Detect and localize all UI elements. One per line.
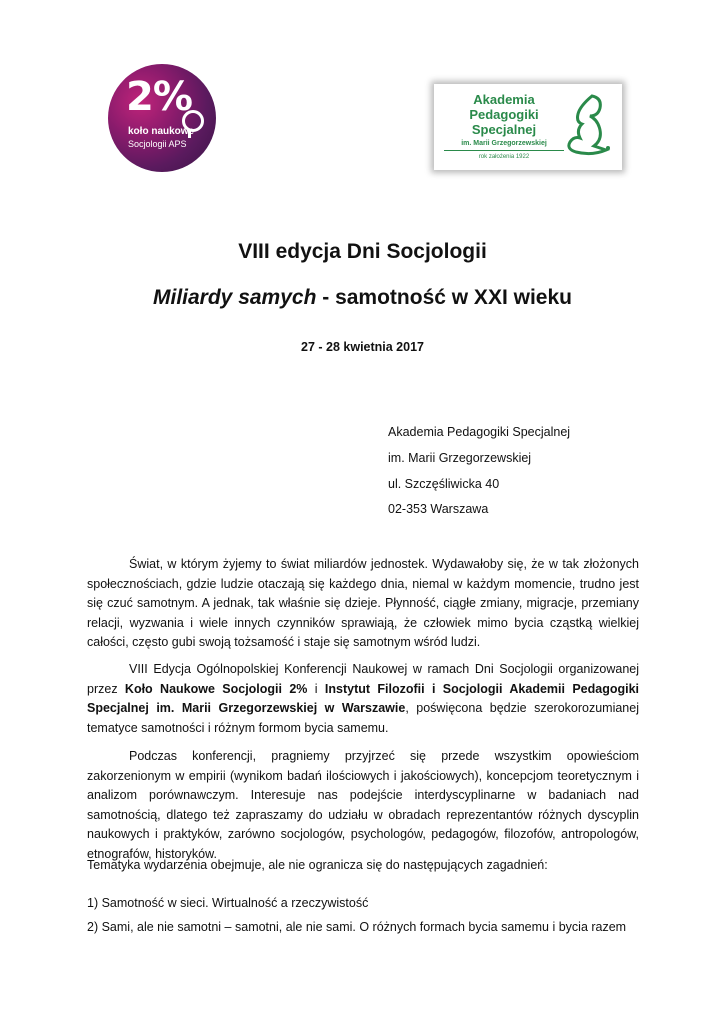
- event-subtitle: [0, 286, 725, 310]
- logo-line2: Socjologii APS: [128, 139, 187, 149]
- event-title: VIII edycja Dni Socjologii: [238, 240, 487, 263]
- aps-logo-line5: rok założenia 1922: [478, 154, 530, 160]
- logo-percent-text: 2%: [126, 74, 192, 120]
- logo-line1: koło naukowe: [128, 126, 195, 137]
- subtitle-rest: - samotność w XXI wieku: [316, 286, 572, 309]
- kolo-naukowe-logo: [108, 64, 216, 172]
- aps-figure-icon: [562, 90, 616, 162]
- aps-logo-divider: [444, 150, 564, 151]
- paragraph-intro: Świat, w którym żyjemy to świat miliardów jednostek. Wydawałoby się, że w tak złożonych społecznościach, gdzie ludzie otaczają się każdego dnia, niemal w każdym momencie, trudno jest się czuć samotnym. A jednak, tak właśnie się dzieje. Płynność, ciągłe zmiany, migracje, przemiany relacji, wyzwania i wiele innych czynników sprawiają, że człowiek mimo bycia cząstką wielkiej całości, często gubi swoją tożsamość i staje się samotnym wśród ludzi.: [87, 557, 639, 649]
- p2-text-a: VIII Edycja Ogólnopolskiej Konferencji Naukowej w ramach Dni Socjologii organizowanej przez: [87, 662, 639, 696]
- p2-text-c: i: [307, 681, 325, 696]
- aps-logo-line2: Pedagogiki: [469, 107, 539, 122]
- paragraph-scope: Podczas konferencji, pragniemy przyjrzeć się przede wszystkim opowieściom zakorzenionym w empirii (wynikom badań ilościowych i jakościowych), koncepcjom teoretycznym i analizom porównawczym. Interesuje nas podejście interdyscyplinarne w badaniach nad samotnością, dlatego też zapraszamy do udziału w obradach reprezentantów różnych dyscyplin naukowych i praktyków, zarówno socjologów, psychologów, pedagogów, filozofów, antropologów, etnografów, historyków.: [87, 749, 639, 861]
- address-line-4: 02-353 Warszawa: [388, 502, 489, 516]
- topics-intro: Tematyka wydarzenia obejmuje, ale nie ogranicza się do następujących zagadnień:: [87, 858, 548, 872]
- aps-logo-line4: im. Marii Grzegorzewskiej: [461, 140, 547, 147]
- topic-item: 2) Sami, ale nie samotni – samotni, ale nie sami. O różnych formach bycia samemu i bycia razem: [87, 920, 627, 934]
- topic-item: 1) Samotność w sieci. Wirtualność a rzeczywistość: [87, 896, 369, 910]
- p2-org2: Instytut Filozofii i Socjologii Akademii Pedagogiki Specjalnej im. Marii Grzegorzewskiej w Warszawie: [87, 681, 639, 715]
- address-line-2: im. Marii Grzegorzewskiej: [388, 451, 532, 465]
- event-date: 27 - 28 kwietnia 2017: [301, 340, 424, 354]
- p2-org1: Koło Naukowe Socjologii 2%: [124, 681, 308, 696]
- address-line-3: ul. Szczęśliwicka 40: [388, 477, 500, 491]
- subtitle-italic: Miliardy samych: [153, 286, 317, 309]
- aps-logo-line3: Specjalnej: [471, 122, 537, 137]
- aps-logo-line1: Akademia: [473, 92, 535, 107]
- p2-text-e: , poświęcona będzie szerokorozumianej tematyce samotności i różnym formom bycia samemu.: [87, 701, 639, 735]
- address-line-1: Akademia Pedagogiki Specjalnej: [388, 425, 571, 439]
- aps-logo: [434, 84, 622, 170]
- paragraph-organizers: [87, 660, 639, 738]
